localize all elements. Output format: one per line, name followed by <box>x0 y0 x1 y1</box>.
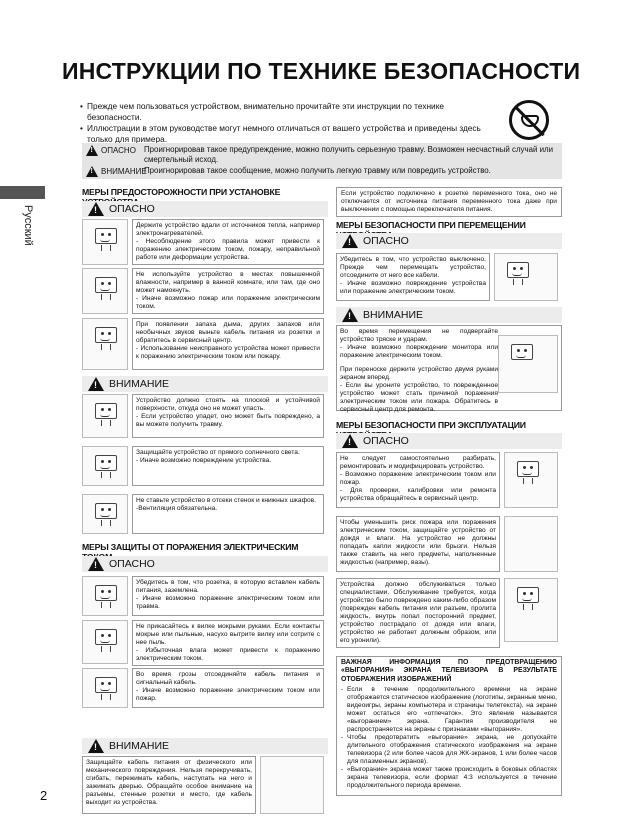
wet-hands-plug-illustration <box>82 620 128 664</box>
tv-bathroom-illustration <box>82 268 128 314</box>
language-tab-marker <box>0 186 45 199</box>
use-danger-bar <box>336 433 562 449</box>
page-number: 2 <box>40 788 48 803</box>
burn-in-item: - «Выгорание» экрана может также происходить в боковых областях экрана телевизора, если формат 4:3 используется в течение продолжительного периода времени. <box>341 765 557 789</box>
shock-item-text: Убедитесь в том, что розетка, в которую вставлен кабель питания, заземлена. - Иначе возможно поражение электрическим током или травма. <box>132 576 324 616</box>
warning-triangle-icon <box>88 557 104 571</box>
prohibited-disassembly-icon <box>509 100 549 140</box>
install-item-text: Держите устройство вдали от источников тепла, например электронагревателей. - Несоблюдение этого правила может привести к поражению электрическим током, пожару, неправильной работе или деформации устройства. <box>132 219 324 265</box>
two-person-carry-illustration <box>498 335 558 393</box>
warning-label: ВНИМАНИЕ <box>363 309 424 321</box>
use-section-heading: МЕРЫ БЕЗОПАСНОСТИ ПРИ ЭКСПЛУАТАЦИИ <box>336 420 562 442</box>
burn-in-box <box>336 656 562 796</box>
burn-in-item: - Чтобы предотвратить «выгорание» экрана, не допускайте длительного отображения статического изображения на экране телевизора (2 или более часов для ЖК-экранов, 1 или более часов для плазменных экранов). <box>341 733 557 765</box>
language-label: Русский <box>22 205 34 246</box>
ac-power-note: Если устройство подключено к розетке переменного тока, оно не отключается от источника питания переменного тока даже при выключении с помощью переключателя питания. <box>336 187 562 217</box>
tv-falling-illustration <box>82 394 128 438</box>
no-disassembly-illustration <box>504 452 558 508</box>
tv-sunlight-illustration <box>82 446 128 486</box>
shock-item <box>82 668 328 708</box>
warning-triangle-icon <box>86 145 98 156</box>
install-warning-item <box>82 494 328 534</box>
shock-warning-text: Защищайте кабель питания от физического или механического повреждения. Нельзя перекручивать, сгибать, пережимать кабель, наступать на него и зажимать дверью. Обращайте особое внимание на разъемы, стенные розетки и место, где кабель выходит из устройства. <box>82 756 256 814</box>
move-warning-bar <box>336 307 562 323</box>
burn-in-item: - Если в течение продолжительного времени на экране отображается статическое изображение (логотипы, экранные меню, видеоигры, экраны компьютера и страницы телетекста), на экране может остаться его «отпечаток». Это явление называется «выгоранием» экрана. Гарантия производителя не распространяется на экраны с признаками «выгорания». <box>341 685 557 733</box>
burn-in-item-text: «Выгорание» экрана может также происходить в боковых областях экрана телевизора, если формат 4:3 используется в течение продолжительного периода времени. <box>347 765 557 789</box>
rain-window-illustration <box>504 516 558 572</box>
install-warning-item <box>82 446 328 486</box>
legend-warning-text: Проигнорировав такое сообщение, можно получить легкую травму или повредить устройство. <box>144 166 491 175</box>
move-section-heading: МЕРЫ БЕЗОПАСНОСТИ ПРИ ПЕРЕМЕЩЕНИИ <box>336 220 526 230</box>
install-warning-text: Не ставьте устройство в отсеки стенок и книжных шкафов. -Вентиляция обязательна. <box>132 494 324 534</box>
warning-label: ВНИМАНИЕ <box>109 740 170 752</box>
shock-warning-bar <box>82 738 328 754</box>
thunderstorm-illustration <box>82 668 128 708</box>
warning-triangle-icon <box>88 377 104 391</box>
page-title: ИНСТРУКЦИИ ПО ТЕХНИКЕ БЕЗОПАСНОСТИ <box>62 58 581 84</box>
intro-item: • Прежде чем пользоваться устройством, внимательно прочитайте эти инструкции по технике безопасности. <box>80 101 500 122</box>
legend-warning-label: ВНИМАНИЕ <box>101 167 147 176</box>
use-item-text: Устройства должно обслуживаться только специалистами. Обслуживание требуется, когда устройство было повреждено каким-либо образом (поврежден кабель питания или разъем, пролита жидкость, внутрь попал посторонний предмет, устройство пострадало от дождя или влаги, устройство не работает должным образом, или его уронили). <box>336 578 500 648</box>
warning-label: ВНИМАНИЕ <box>109 378 170 390</box>
install-item <box>82 219 328 265</box>
move-warning-item <box>336 325 562 411</box>
move-danger-bar <box>336 233 562 249</box>
use-item <box>336 452 562 508</box>
warning-triangle-icon <box>88 202 104 216</box>
legend-danger-label: ОПАСНО <box>101 146 136 155</box>
shock-item-text: Не прикасайтесь к вилке мокрыми руками. Если контакты мокрые или пыльные, насухо вытрите вилку или сотрите с нее пыль. - Избыточная влага может привести к поражению электрическим током. <box>132 620 324 666</box>
danger-label: ОПАСНО <box>363 435 409 447</box>
damaged-cable-illustration <box>260 756 324 814</box>
move-danger-text: Убедитесь в том, что устройство выключено. Прежде чем перемещать устройство, отсоедините от него все кабели. - Иначе возможно повреждение устройства или поражение электрическим током. <box>336 253 490 301</box>
legend-danger-tag <box>86 145 144 156</box>
tv-heater-illustration <box>82 219 128 265</box>
move-danger-item <box>336 253 562 301</box>
use-item <box>336 578 562 648</box>
burn-in-item-text: Чтобы предотвратить «выгорание» экрана, не допускайте длительного отображения статического изображения на экране телевизора (2 или более часов для ЖК-экранов, 1 или более часов для плазменных экранов). <box>347 733 557 765</box>
install-danger-bar <box>82 201 328 217</box>
danger-label: ОПАСНО <box>109 558 155 570</box>
use-item-text: Чтобы уменьшить риск пожара или поражения электрическим током, защищайте устройство от дождя и влаги. На устройство не должны попадать капли жидкости или брызги. Нельзя также ставить на него предметы, наполненные жидкостью (например, вазы). <box>336 516 500 572</box>
legend-box <box>82 143 562 179</box>
service-technician-illustration <box>504 578 558 642</box>
legend-danger-text: Проигнорировав такое предупреждение, можно получить серьезную травму. Возможен несчастный случай или смертельный исход. <box>144 145 554 164</box>
install-warning-text: Защищайте устройство от прямого солнечного света. - Иначе возможно повреждение устройства. <box>132 446 324 486</box>
warning-triangle-icon <box>88 739 104 753</box>
use-item <box>336 516 562 572</box>
move-warning-text: При переноске держите устройство двумя руками экраном вперед. - Если вы уроните устройство, то поврежденное устройство может стать причиной поражения электрическим током или пожара. Обратитесь в сервисный центр для ремонта. <box>340 366 498 413</box>
shock-item <box>82 576 328 616</box>
shock-section-heading: МЕРЫ ЗАЩИТЫ ОТ ПОРАЖЕНИЯ ЭЛЕКТРИЧЕСКИМ <box>82 542 328 564</box>
use-item-text: Не следует самостоятельно разбирать, ремонтировать и модифицировать устройство. - Возможно поражение электрическим током или пожар. - Для проверки, калибровки или ремонта устройства обращайтесь в сервисный центр. <box>336 452 500 508</box>
danger-label: ОПАСНО <box>109 203 155 215</box>
intro-list <box>80 101 500 145</box>
shock-item-text: Во время грозы отсоединяйте кабель питания и сигнальный кабель. - Иначе возможно поражение электрическим током или пожар. <box>132 668 324 708</box>
install-item <box>82 318 328 370</box>
move-warning-text: Во время перемещения не подвергайте устройство тряске и ударам. - Иначе возможно повреждение монитора или поражение электрическим током. <box>340 328 498 359</box>
legend-warning-tag <box>86 166 147 177</box>
warning-triangle-icon <box>86 166 98 177</box>
warning-triangle-icon <box>342 308 358 322</box>
shock-danger-bar <box>82 556 328 572</box>
warning-triangle-icon <box>342 234 358 248</box>
warning-triangle-icon <box>342 434 358 448</box>
burn-in-item-text: Если в течение продолжительного времени на экране отображается статическое изображение (логотипы, экранные меню, видеоигры, экраны компьютера и страницы телетекста), на экране может остаться его «отпечаток». Это явление называется «выгоранием» экрана. Гарантия производителя не распространяется на экраны с признаками «выгорания». <box>347 685 557 733</box>
shock-item <box>82 620 328 666</box>
install-item-text: Не используйте устройство в местах повышенной влажности, например в ванной комнате, или там, где оно может намокнуть. - Иначе возможно пожар или поражение электрическим током. <box>132 268 324 314</box>
install-warning-bar <box>82 376 328 392</box>
tv-smoke-illustration <box>82 318 128 370</box>
install-item <box>82 268 328 314</box>
install-warning-item <box>82 394 328 438</box>
danger-label: ОПАСНО <box>363 235 409 247</box>
install-item-text: При появлении запаха дыма, других запахов или необычных звуков выньте кабель питания из розетки и обратитесь в сервисный центр. - Использование неисправного устройства может привести к поражению электрическим током или пожару. <box>132 318 324 370</box>
tv-bookshelf-illustration <box>82 494 128 534</box>
install-section-heading: МЕРЫ ПРЕДОСТОРОЖНОСТИ ПРИ УСТАНОВКЕ <box>82 187 328 209</box>
shock-warning-item <box>82 756 328 814</box>
grounded-plug-illustration <box>82 576 128 616</box>
install-warning-text: Устройство должно стоять на плоской и устойчивой поверхности, откуда оно не может упасть. - Если устройство упадет, оно может быть повреждено, а вы можете получить травму. <box>132 394 324 438</box>
tv-unplugged-illustration <box>494 253 558 301</box>
burn-in-heading: ВАЖНАЯ ИНФОРМАЦИЯ ПО ПРЕДОТВРАЩЕНИЮ «ВЫГОРАНИЯ» ЭКРАНА ТЕЛЕВИЗОРА В РЕЗУЛЬТАТЕ ОТОБРАЖЕНИЯ ИЗОБРАЖЕНИЙ <box>341 659 557 683</box>
intro-item: • Иллюстрации в этом руководстве могут немного отличаться от вашего устройства и приведены здесь только для примера. <box>80 123 500 144</box>
